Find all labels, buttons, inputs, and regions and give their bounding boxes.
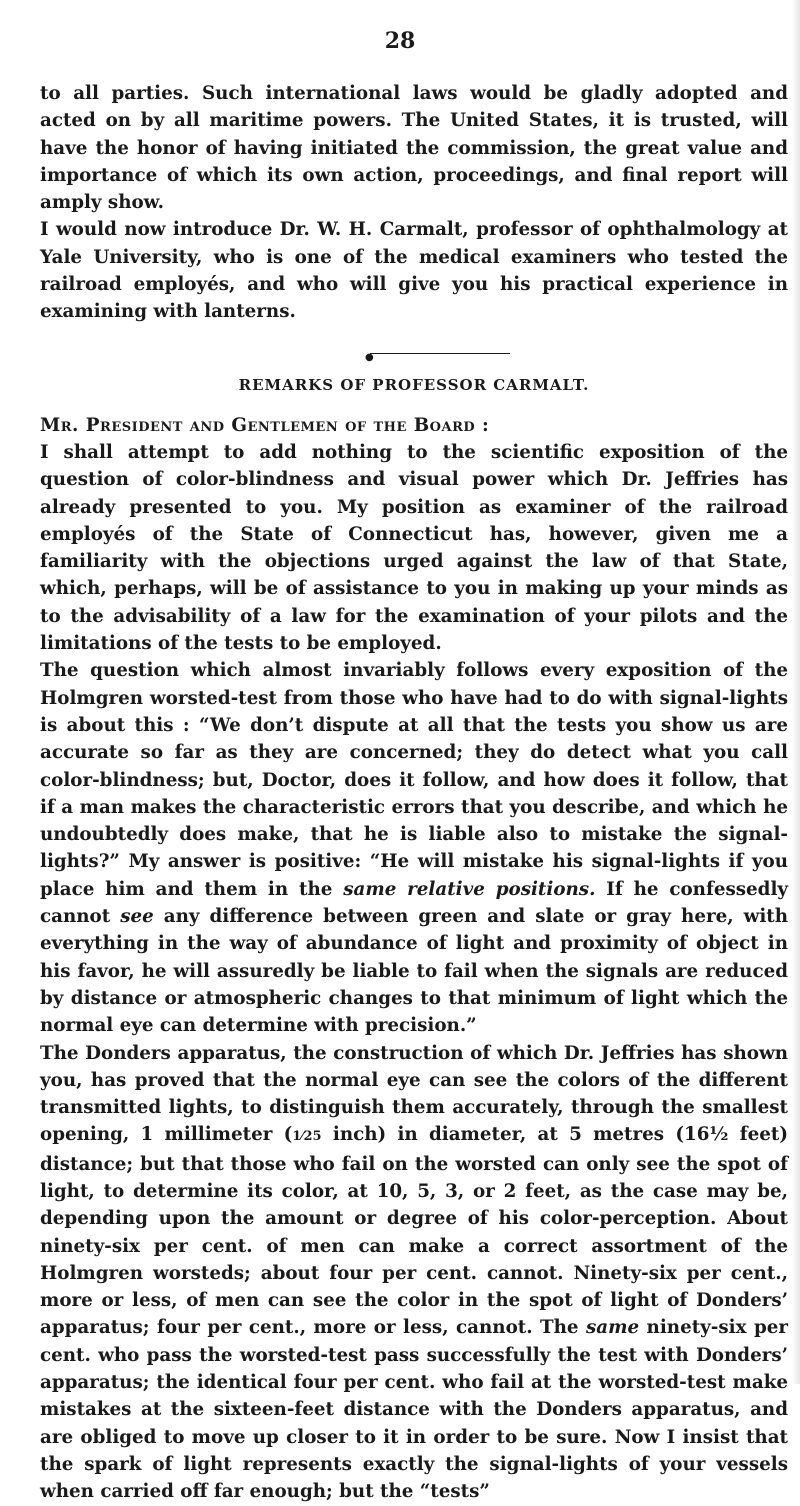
salutation: Mr. President and Gentlemen of the Board : xyxy=(40,414,490,436)
emphasis-same-relative-positions: same relative positions. xyxy=(343,878,596,900)
paragraph-1: to all parties. Such international laws would be gladly adopted and acted on by all maritime powers. The United States, it is trusted, will have the honor of having initiated the commission, the great value and importance of which its own action, proceedings, and final report will amply show. xyxy=(40,83,788,214)
paragraph-2: I would now introduce Dr. W. H. Carmalt, professor of ophthalmology at Yale University, who is one of the medical examiners who tested the railroad employés, and who will give you his practical experience in examining with lanterns. xyxy=(40,219,788,323)
paragraph-3: I shall attempt to add nothing to the scientific exposition of the question of color-blindness and visual power which Dr. Jeffries has already presented to you. My position as examiner of the railroad employés of the State of Connecticut has, however, given me a familiarity with the objections urged against the law of that State, which, perhaps, will be of assistance to you in making up your minds as to the advisability of a law for the examination of your pilots and the limitations of the tests to be employed. xyxy=(40,441,788,655)
emphasis-same: same xyxy=(585,1317,640,1339)
section-divider xyxy=(40,326,788,370)
paragraph-5: The Donders apparatus, the construction of which Dr. Jeffries has shown you, has proved that the normal eye can see the colors of the different transmitted lights, to distinguish them accurately, through the smallest opening, 1 millimeter (1⁄25 inch) in diameter, at 5 metres (16½ feet) distance; but that those who fail on the worsted can only see the spot of light, to determine its color, at 10, 5, 3, or 2 feet, as the case may be, depending upon the amount or degree of his color-perception. About ninety-six per cent. of men can make a correct assortment of the Holmgren worsteds; about four per cent. cannot. Ninety-six per cent., more or less, of men can see the color in the spot of light of Donders’ apparatus; four per cent., more or less, cannot. The same ninety-six per cent. who pass the worsted-test pass successfully the test with Donders’ apparatus; the identical four per cent. who fail at the worsted-test make mistakes at the sixteen-feet distance with the Donders apparatus, and are obliged to move up closer to it in order to be sure. Now I insist that the spark of light represents exactly the signal-lights of your vessels when carried off far enough; but the “tests” xyxy=(40,1042,788,1503)
divider-ornament: ● xyxy=(365,351,374,363)
body-text xyxy=(40,80,788,1506)
page-number: 28 xyxy=(384,28,416,54)
emphasis-see: see xyxy=(120,906,154,928)
paragraph-4: The question which almost invariably follows every exposition of the Holmgren worsted-test from those who have had to do with signal-lights is about this : “We don’t dispute at all that the tests you show us are accurate so far as they are concerned; they do detect what you call color-blindness; but, Doctor, does it follow, and how does it follow, that if a man makes the characteristic errors that you describe, and which he undoubtedly does make, that he is liable also to mistake the signal-lights?” My answer is positive: “He will mistake his signal-lights if you place him and them in the same relative positions. If he confessedly cannot see any difference between green and slate or gray here, with everything in the way of abundance of light and proximity of object in his favor, he will assuredly be liable to fail when the signals are reduced by distance or atmospheric changes to that minimum of light which the normal eye can determine with precision.” xyxy=(40,660,789,1037)
section-heading: REMARKS OF PROFESSOR CARMALT. xyxy=(238,375,590,394)
fraction: 1⁄25 xyxy=(292,1129,322,1145)
page-edge-shadow xyxy=(792,0,800,1384)
divider-rule xyxy=(370,353,510,354)
